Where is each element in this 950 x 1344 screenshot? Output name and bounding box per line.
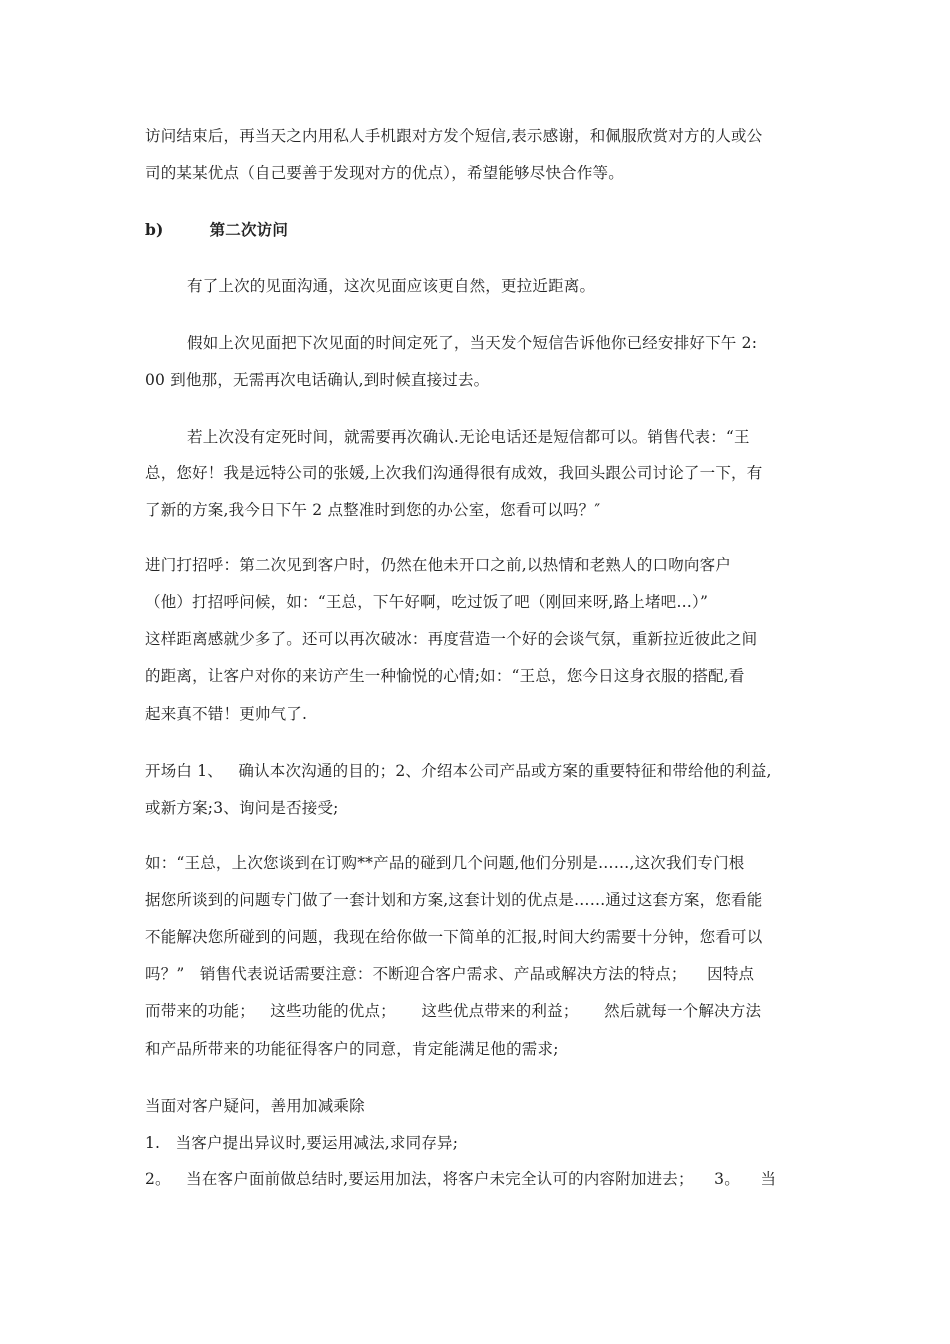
- paragraph-line: 起来真不错！更帅气了.: [145, 705, 308, 723]
- paragraph-line: 如：“王总，上次您谈到在订购**产品的碰到几个问题,他们分别是……,这次我们专门根: [145, 854, 745, 872]
- paragraph-line: 开场白 1、 确认本次沟通的目的；2、介绍本公司产品或方案的重要特征和带给他的利益,: [145, 762, 772, 780]
- paragraph-line: 司的某某优点（自己要善于发现对方的优点），希望能够尽快合作等。: [145, 164, 624, 182]
- paragraph-line: 若上次没有定死时间，就需要再次确认.无论电话还是短信都可以。销售代表：“王: [187, 428, 750, 446]
- paragraph-line: 而带来的功能； 这些功能的优点； 这些优点带来的利益； 然后就每一个解决方法: [145, 1002, 762, 1020]
- paragraph-line: 据您所谈到的问题专门做了一套计划和方案,这套计划的优点是……通过这套方案，您看能: [145, 891, 763, 909]
- paragraph-line: （他）打招呼问候，如：“王总，下午好啊，吃过饭了吧（刚回来呀,路上堵吧…）”: [145, 593, 709, 611]
- paragraph-line: 有了上次的见面沟通，这次见面应该更自然，更拉近距离。: [187, 277, 596, 295]
- paragraph-line: 00 到他那，无需再次电话确认,到时候直接过去。: [145, 371, 490, 389]
- paragraph-line: 不能解决您所碰到的问题，我现在给你做一下简单的汇报,时间大约需要十分钟，您看可以: [145, 928, 763, 946]
- list-item: 1. 当客户提出异议时,要运用减法,求同存异;: [145, 1134, 459, 1152]
- paragraph-line: 了新的方案,我今日下午 2 点整准时到您的办公室，您看可以吗？″: [145, 501, 601, 519]
- paragraph-line: 吗？” 销售代表说话需要注意：不断迎合客户需求、产品或解决方法的特点； 因特点: [145, 965, 755, 983]
- section-marker: b): [145, 220, 164, 239]
- paragraph-line: 和产品所带来的功能征得客户的同意，肯定能满足他的需求;: [145, 1040, 559, 1058]
- paragraph-line: 当面对客户疑问，善用加减乘除: [145, 1097, 365, 1115]
- list-item: 2。 当在客户面前做总结时,要运用加法，将客户未完全认可的内容附加进去； 3。 当: [145, 1170, 777, 1188]
- paragraph-line: 总，您好！我是远特公司的张媛,上次我们沟通得很有成效，我回头跟公司讨论了一下，有: [145, 464, 763, 482]
- paragraph-line: 进门打招呼：第二次见到客户时，仍然在他未开口之前,以热情和老熟人的口吻向客户: [145, 556, 732, 574]
- section-heading: [145, 220, 288, 240]
- paragraph-line: 的距离，让客户对你的来访产生一种愉悦的心情;如：“王总，您今日这身衣服的搭配,看: [145, 667, 745, 685]
- section-title: 第二次访问: [209, 220, 289, 239]
- paragraph-line: 这样距离感就少多了。还可以再次破冰：再度营造一个好的会谈气氛，重新拉近彼此之间: [145, 630, 758, 648]
- paragraph-line: 或新方案;3、询问是否接受;: [145, 799, 339, 817]
- paragraph-line: 假如上次见面把下次见面的时间定死了，当天发个短信告诉他你已经安排好下午 2:: [187, 334, 758, 352]
- paragraph-line: 访问结束后，再当天之内用私人手机跟对方发个短信,表示感谢，和佩服欣赏对方的人或公: [145, 127, 763, 145]
